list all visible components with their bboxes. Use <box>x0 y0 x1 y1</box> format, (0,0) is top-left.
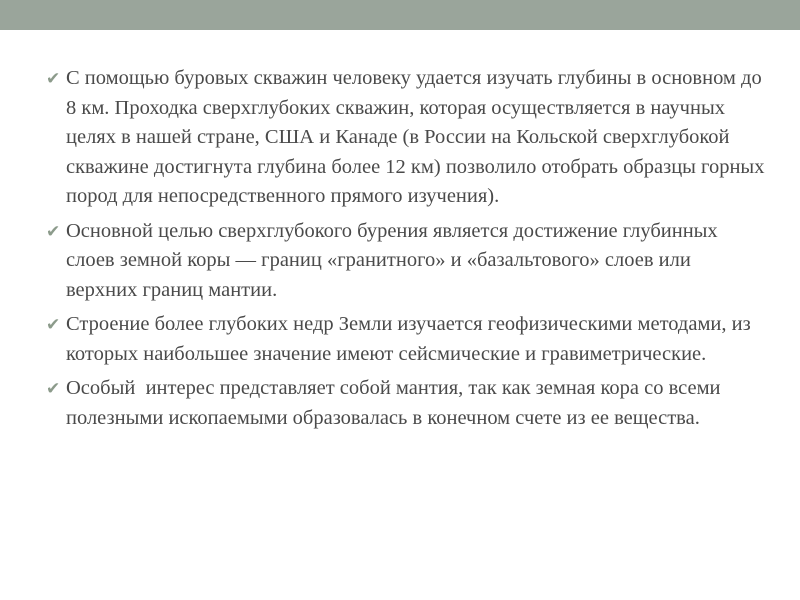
check-mark-icon: ✔ <box>46 315 61 335</box>
check-mark-icon: ✔ <box>46 221 61 242</box>
check-mark-icon: ✔ <box>46 69 61 89</box>
check-mark-icon: ✔ <box>46 379 61 399</box>
bullet-text: Строение более глубоких недр Земли изучается геофизическими методами, из которых наибольшее значение имеют сейсмические и гравиметрические. <box>66 313 756 365</box>
bullet-list <box>46 64 770 438</box>
top-bar <box>0 0 800 30</box>
bullet-item <box>46 310 766 369</box>
bullet-item <box>46 64 770 212</box>
bullet-text: Особый интерес представляет собой мантия, так как земная кора со всеми полезными ископаемыми образовалась в конечном счете из ее вещества. <box>66 377 726 429</box>
bullet-item <box>46 374 766 433</box>
bullet-text: С помощью буровых скважин человеку удается изучать глубины в основном до 8 км. Проходка сверхглубоких скважин, которая осуществляется в научных целях в нашей стране, США и Канаде (в России на Кольской сверхглубокой скважине достигнута глубина более 12 км) позволило отобрать образцы горных пород для непосредственного прямого изучения). <box>66 67 770 207</box>
bullet-text: Основной целью сверхглубокого бурения является достижение глубинных слоев земной коры — границ «гранитного» и «базальтового» слоев или верхних границ мантии. <box>66 219 723 301</box>
bullet-item <box>46 217 766 306</box>
